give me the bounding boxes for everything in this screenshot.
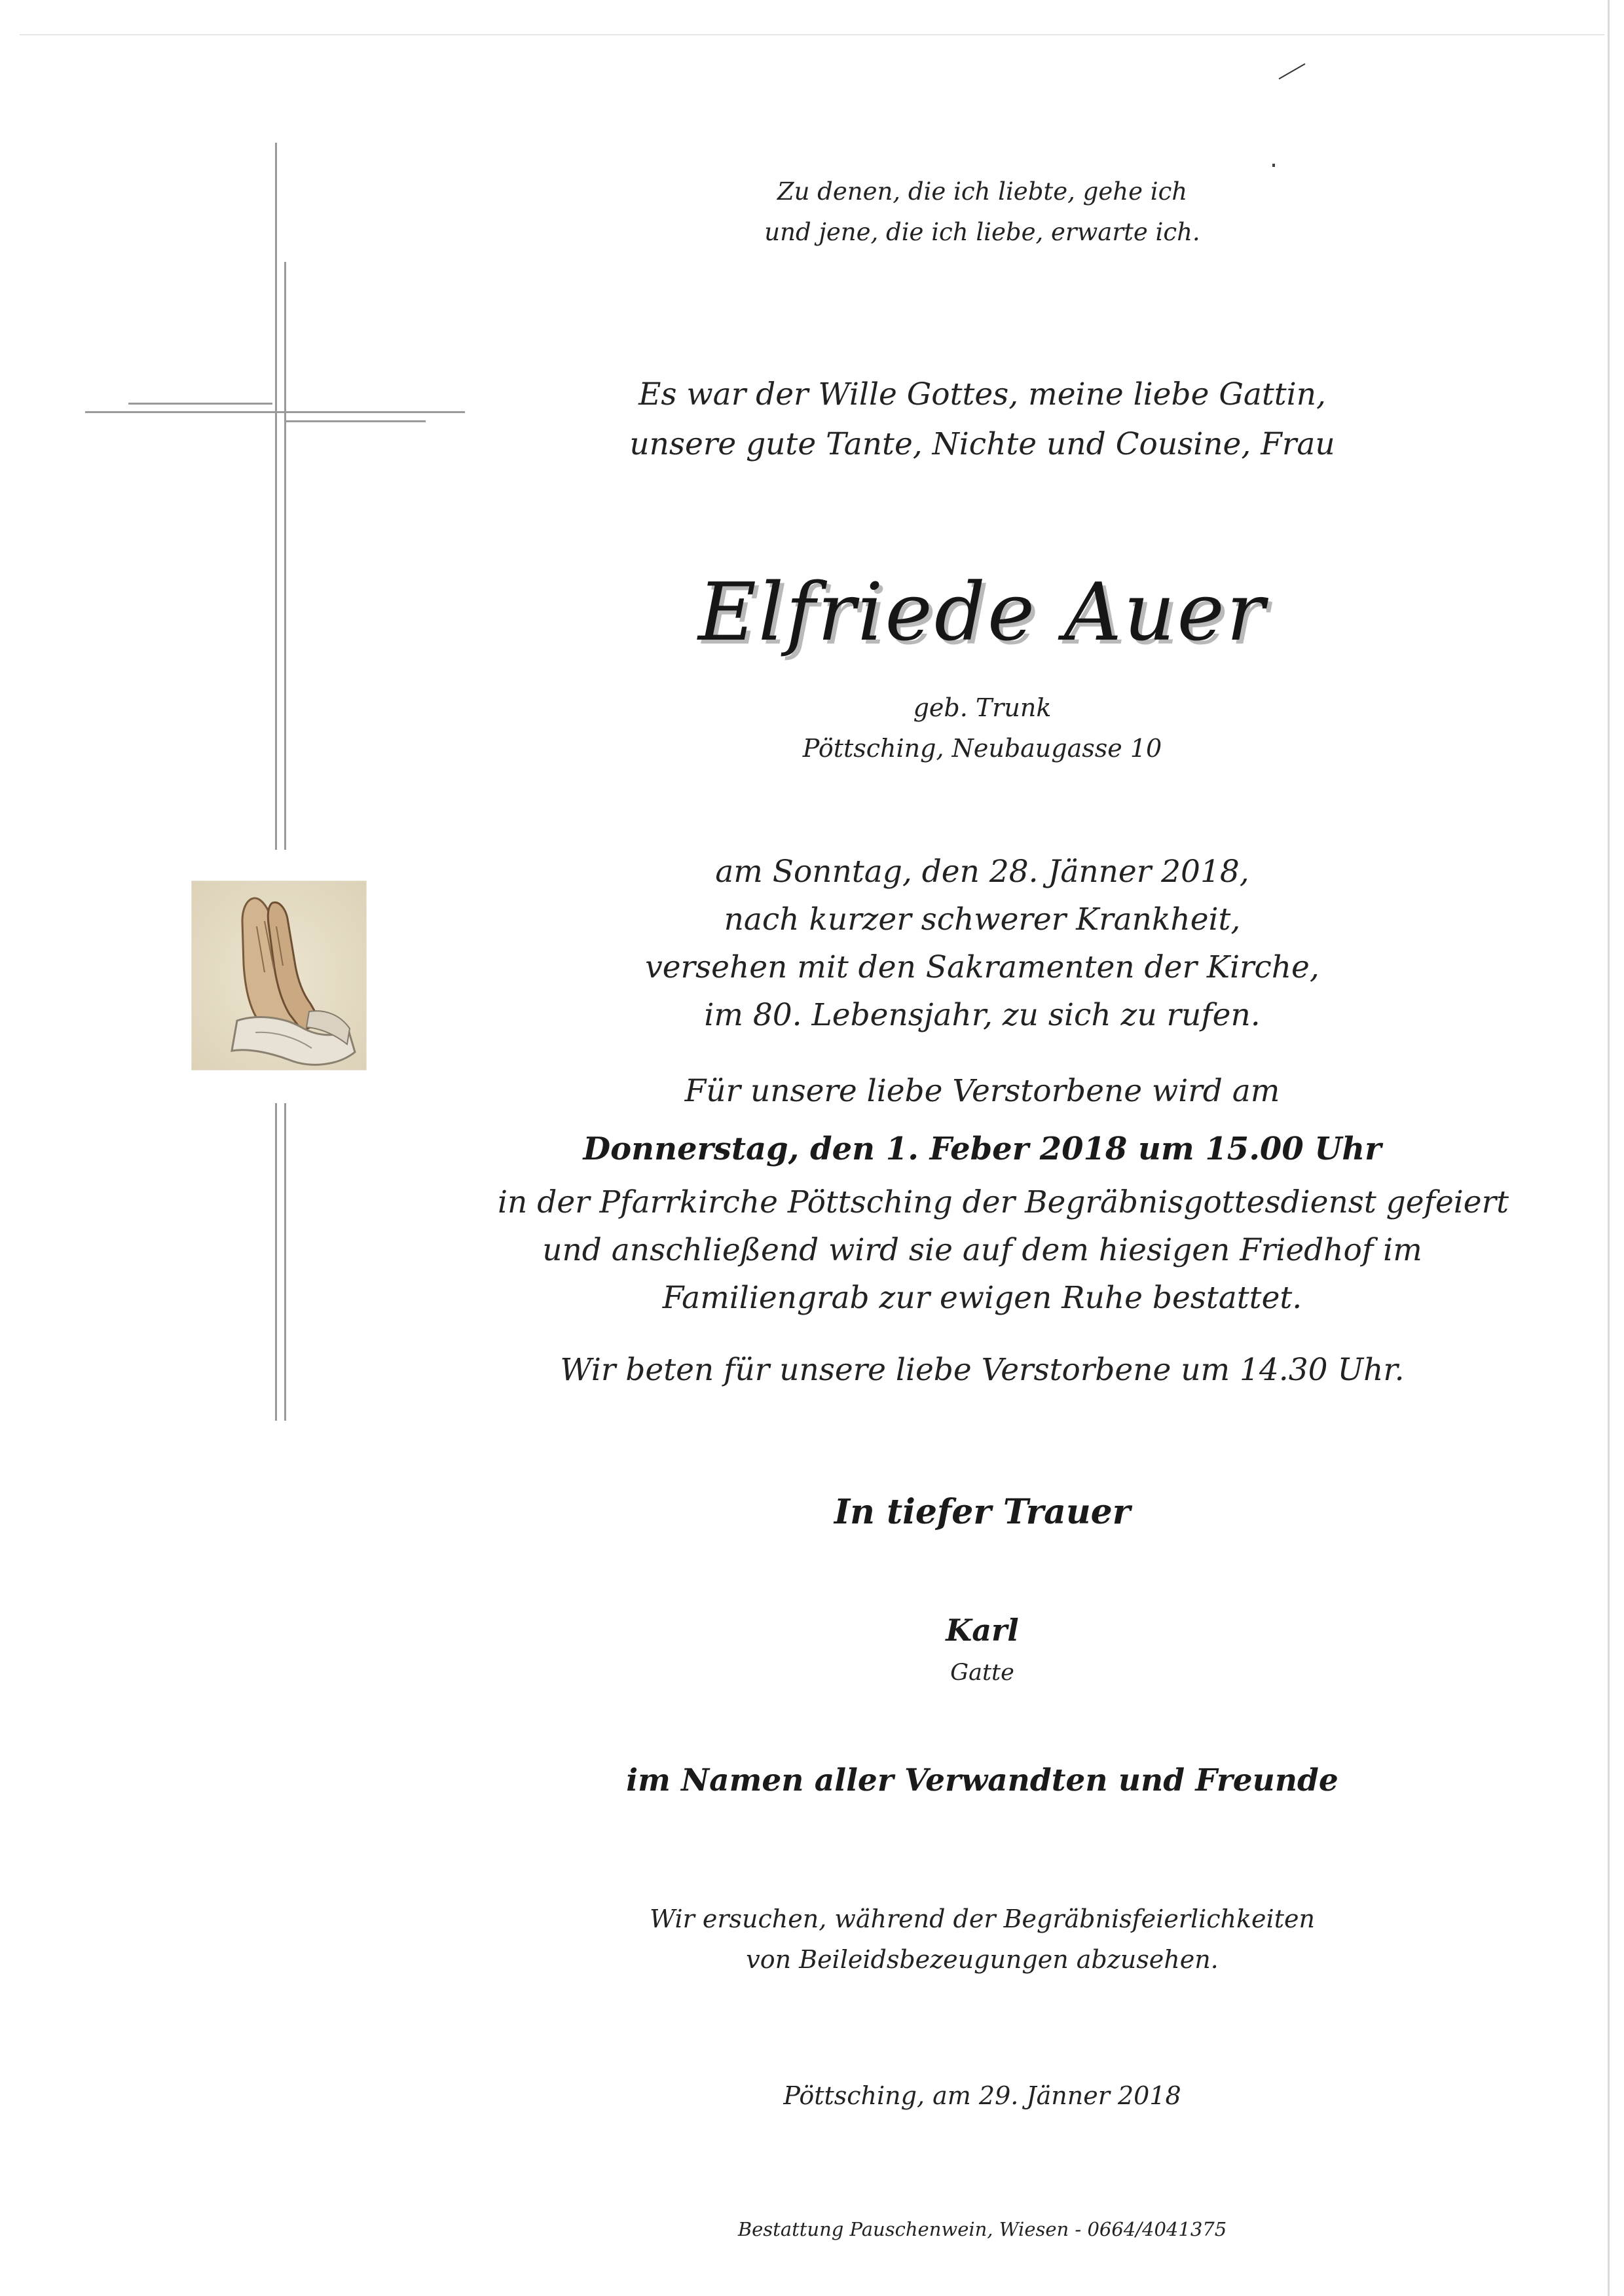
cross-horizontal-line	[286, 420, 426, 422]
request-line: Wir ersuchen, während der Begräbnisfeierlichkeiten	[650, 1904, 1315, 1933]
motto-line: Zu denen, die ich liebte, gehe ich	[777, 177, 1188, 206]
maiden-name: geb. Trunk	[913, 693, 1052, 722]
cross-vertical-line	[275, 143, 277, 850]
mourner-role: Gatte	[950, 1660, 1014, 1686]
rosary-prayer: Wir beten für unsere liebe Verstorbene um 14.30 Uhr.	[560, 1352, 1405, 1388]
cross-vertical-line	[284, 262, 286, 850]
cross-vertical-line	[275, 1103, 277, 1421]
intro-line: Es war der Wille Gottes, meine liebe Gattin,	[638, 376, 1326, 412]
motto	[498, 172, 1467, 253]
mourning-heading: In tiefer Trauer	[834, 1492, 1131, 1532]
motto-line: und jene, die ich liebe, erwarte ich.	[764, 218, 1200, 246]
cross-horizontal-line	[128, 403, 272, 405]
service-place-line: und anschließend wird sie auf dem hiesigen Friedhof im	[542, 1232, 1422, 1268]
service-place	[498, 1178, 1509, 1322]
narrative-line: nach kurzer schwerer Krankheit,	[724, 902, 1241, 938]
narrative-line: im 80. Lebensjahr, zu sich zu rufen.	[704, 997, 1261, 1033]
intro-line: unsere gute Tante, Nichte und Cousine, Frau	[629, 426, 1335, 462]
request-line: von Beileidsbezeugungen abzusehen.	[746, 1945, 1219, 1974]
place-and-date: Pöttsching, am 29. Jänner 2018	[783, 2081, 1181, 2110]
scan-dot	[1272, 164, 1275, 167]
cross-horizontal-line	[85, 411, 465, 413]
intro-text	[498, 370, 1467, 469]
page-edge-top	[20, 34, 1604, 35]
scan-mark	[1279, 64, 1306, 80]
page-edge-right	[1608, 0, 1610, 2296]
death-narrative	[498, 848, 1467, 1039]
cross-vertical-line	[284, 1103, 286, 1421]
deceased-name: Elfriede Auer	[697, 566, 1267, 659]
praying-hands-image	[191, 881, 367, 1070]
undertaker-info: Bestattung Pauschenwein, Wiesen - 0664/4041375	[737, 2218, 1227, 2240]
service-place-line: Familiengrab zur ewigen Ruhe bestattet.	[662, 1280, 1302, 1316]
service-place-line: in der Pfarrkirche Pöttsching der Begräbnisgottesdienst gefeiert	[498, 1184, 1509, 1220]
family-line: im Namen aller Verwandten und Freunde	[626, 1762, 1338, 1798]
deceased-details	[498, 687, 1467, 769]
condolence-request	[498, 1899, 1467, 1980]
service-date: Donnerstag, den 1. Feber 2018 um 15.00 Uhr	[583, 1131, 1382, 1167]
narrative-line: am Sonntag, den 28. Jänner 2018,	[715, 854, 1249, 890]
narrative-line: versehen mit den Sakramenten der Kirche,	[645, 949, 1320, 985]
deceased-address: Pöttsching, Neubaugasse 10	[802, 734, 1162, 763]
mourner-name: Karl	[946, 1613, 1019, 1648]
service-announcement: Für unsere liebe Verstorbene wird am	[684, 1073, 1280, 1109]
